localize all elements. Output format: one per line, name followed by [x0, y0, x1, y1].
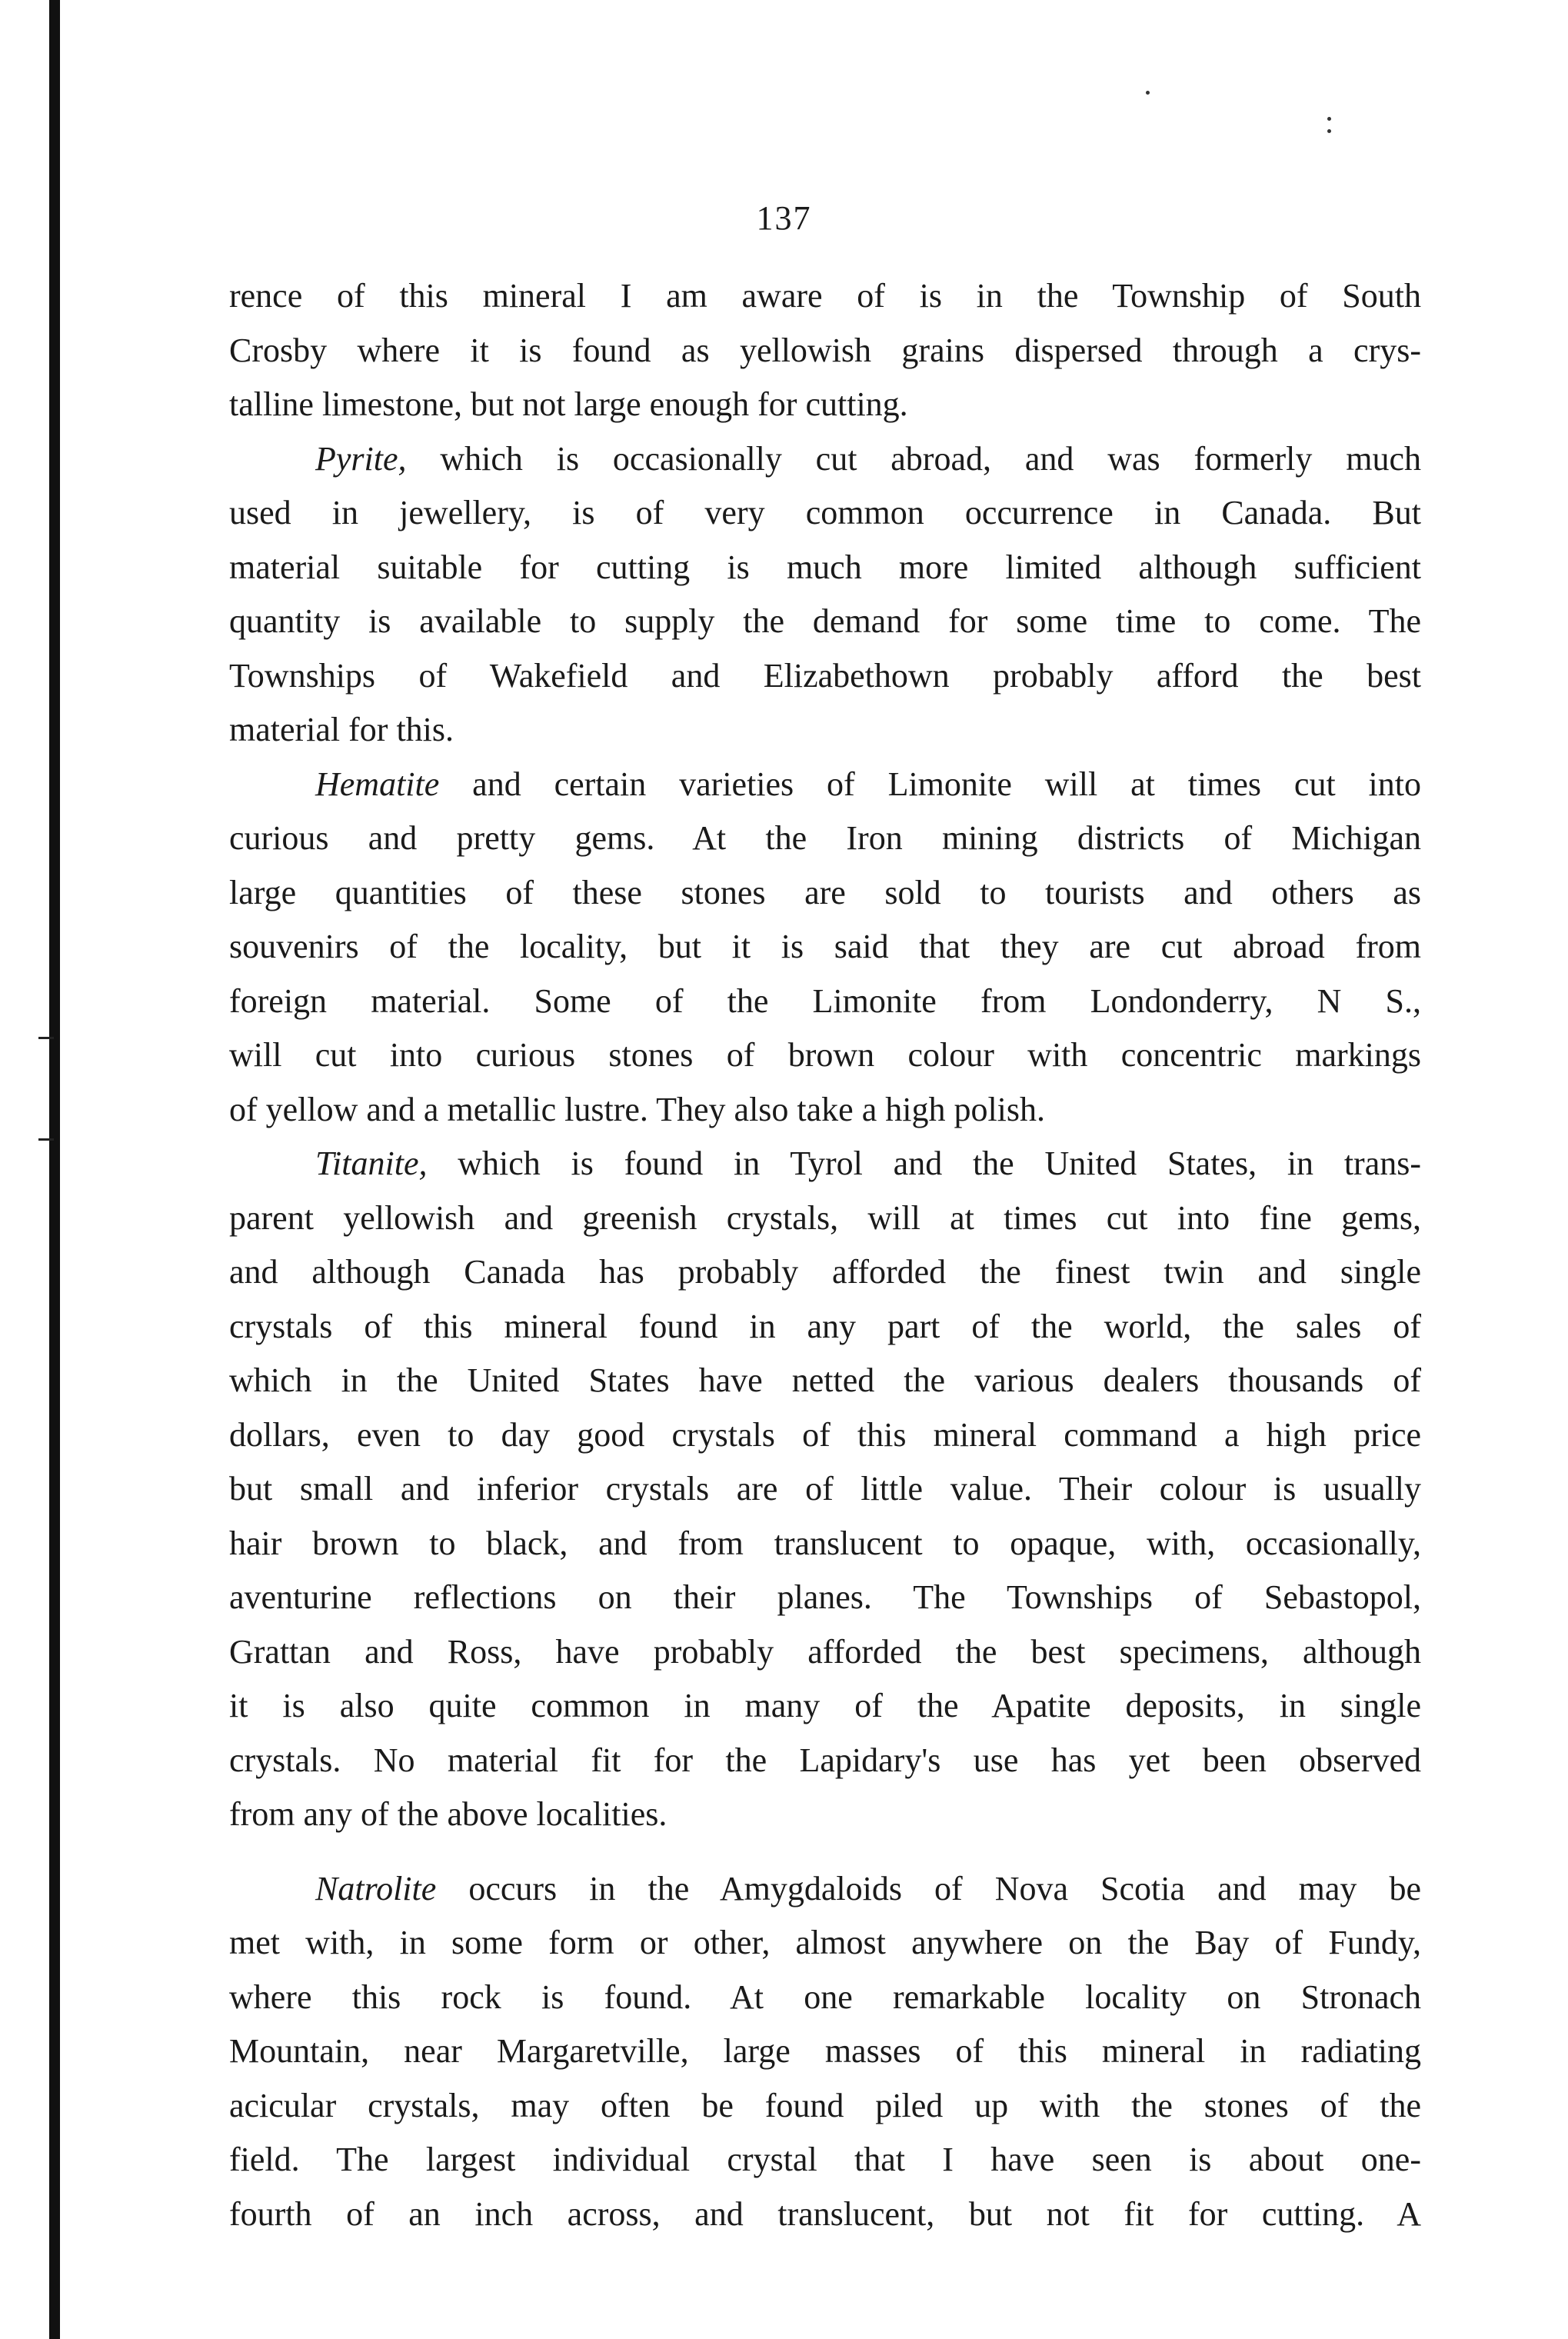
scan-speck — [1327, 117, 1331, 121]
text-line: rence of this mineral I am aware of is in the Township of South — [229, 277, 1421, 315]
text-line: crystals of this mineral found in any part of the world, the sales of — [229, 1307, 1421, 1345]
text-line: souvenirs of the locality, but it is said that they are cut abroad from — [229, 928, 1421, 965]
text-line: dollars, even to day good crystals of this mineral command a high price — [229, 1415, 1421, 1454]
text-line: foreign material. Some of the Limonite from Londonderry, N S., — [229, 981, 1421, 1020]
text-line: fourth of an inch across, and translucent, but not fit for cutting. A — [229, 2194, 1421, 2233]
paragraph-first-line — [229, 758, 1421, 812]
body-text — [229, 269, 1421, 2241]
page-number: 137 — [756, 199, 812, 237]
page-binding-edge — [49, 0, 60, 2339]
text-line: met with, in some form or other, almost anywhere on the Bay of Fundy, — [229, 1924, 1421, 1961]
binding-mark — [38, 1138, 54, 1141]
text-line: from any of the above localities. — [229, 1795, 667, 1833]
mineral-name: Pyrite, — [315, 439, 407, 478]
text-line: will cut into curious stones of brown colour with concentric markings — [229, 1036, 1421, 1074]
text-line: occurs in the Amygdaloids of Nova Scotia and may be — [436, 1869, 1421, 1908]
paragraph-first-line — [229, 1137, 1421, 1191]
binding-mark — [38, 1037, 54, 1039]
mineral-name: Titanite, — [315, 1145, 428, 1182]
text-line: acicular crystals, may often be found piled up with the stones of the — [229, 2086, 1421, 2124]
text-line: of yellow and a metallic lustre. They also take a high polish. — [229, 1090, 1046, 1128]
text-line: material for this. — [229, 711, 454, 748]
text-line: field. The largest individual crystal that I have seen is about one- — [229, 2141, 1421, 2178]
text-line: and certain varieties of Limonite will at times cut into — [439, 765, 1421, 803]
text-line: Crosby where it is found as yellowish grains dispersed through a crys- — [229, 331, 1421, 369]
text-line: hair brown to black, and from translucent to opaque, with, occasionally, — [229, 1524, 1421, 1562]
scan-speck — [1146, 91, 1150, 95]
text-line: parent yellowish and greenish crystals, will at times cut into fine gems, — [229, 1198, 1421, 1237]
text-line: curious and pretty gems. At the Iron mining districts of Michigan — [229, 819, 1421, 857]
mineral-name: Hematite — [315, 765, 440, 803]
paragraph-first-line — [229, 1862, 1421, 1917]
text-line: where this rock is found. At one remarkable locality on Stronach — [229, 1977, 1421, 2016]
text-line: crystals. No material fit for the Lapidary's use has yet been observed — [229, 1741, 1421, 1779]
paragraph-first-line — [229, 432, 1421, 487]
text-line: Grattan and Ross, have probably afforded the best specimens, although — [229, 1632, 1421, 1671]
scan-speck — [1327, 129, 1331, 133]
text-line: talline limestone, but not large enough for cutting. — [229, 385, 908, 423]
text-line: it is also quite common in many of the Apatite deposits, in single — [229, 1687, 1421, 1724]
text-line: quantity is available to supply the demand for some time to come. The — [229, 602, 1421, 640]
text-line: which in the United States have netted the various dealers thousands of — [229, 1361, 1421, 1399]
mineral-name: Natrolite — [315, 1869, 437, 1908]
text-line: material suitable for cutting is much more limited although sufficient — [229, 548, 1421, 586]
text-line: used in jewellery, is of very common occurrence in Canada. But — [229, 494, 1421, 531]
text-line: Townships of Wakefield and Elizabethown probably afford the best — [229, 656, 1421, 695]
text-line: which is occasionally cut abroad, and was formerly much — [406, 439, 1421, 478]
text-line: aventurine reflections on their planes. The Townships of Sebastopol, — [229, 1578, 1421, 1616]
text-line: but small and inferior crystals are of little value. Their colour is usually — [229, 1470, 1421, 1508]
text-line: which is found in Tyrol and the United States, in trans- — [427, 1145, 1421, 1182]
text-line: large quantities of these stones are sold to tourists and others as — [229, 873, 1421, 911]
text-line: and although Canada has probably afforded the finest twin and single — [229, 1253, 1421, 1291]
text-line: Mountain, near Margaretville, large masses of this mineral in radiating — [229, 2032, 1421, 2070]
